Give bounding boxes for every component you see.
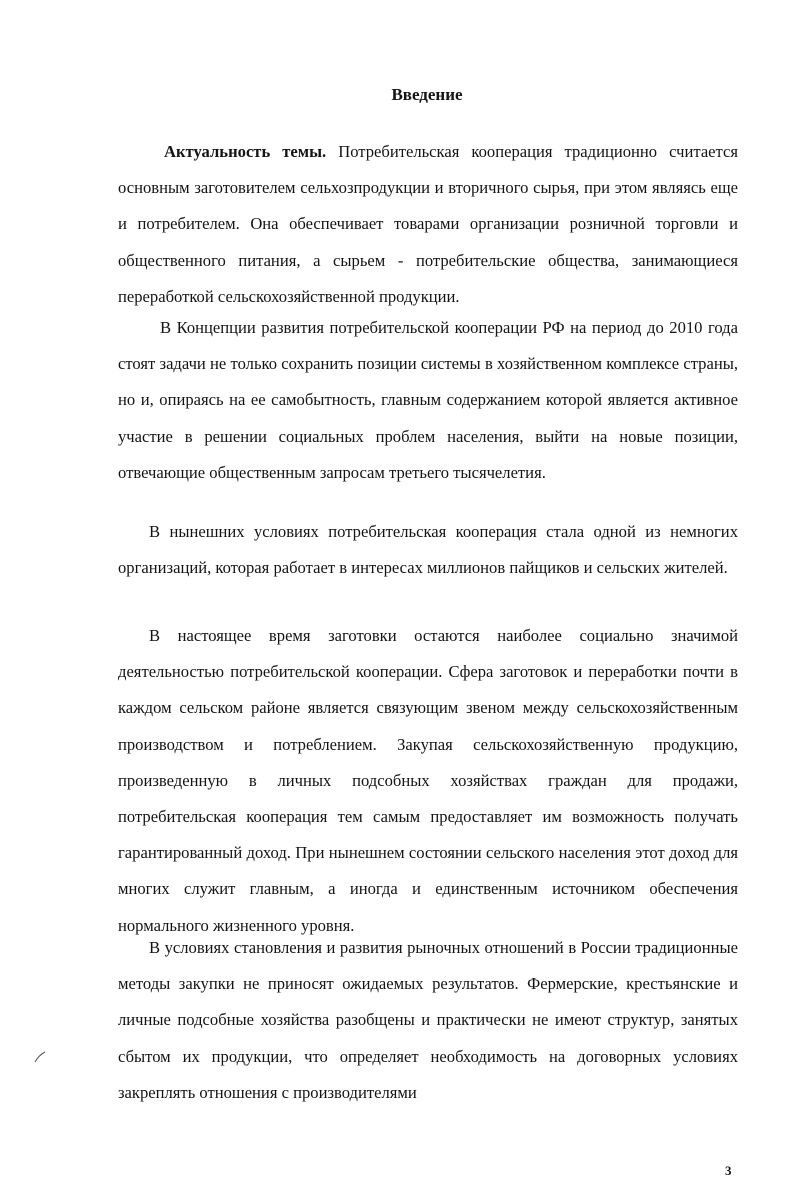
paragraph-relevance (118, 134, 738, 315)
paragraph-lead: Актуальность темы. (164, 142, 327, 161)
scan-speck-mark (33, 1050, 47, 1064)
paragraph-market: В условиях становления и развития рыночных отношений в России традиционные методы закупки не приносят ожидаемых результатов. Фермерские, крестьянские и личные подсобные хозяйства разобщены и практически не имеют структур, занятых сбытом их продукции, что определяет необходимость на договорных условиях закреплять отношения с производителями (118, 938, 738, 1102)
paragraph-conditions: В нынешних условиях потребительская кооперация стала одной из немногих организаций, которая работает в интересах миллионов пайщиков и сельских жителей. (118, 522, 738, 578)
page-number: 3 (725, 1163, 732, 1178)
paragraph-procurement: В настоящее время заготовки остаются наиболее социально значимой деятельностью потребительской кооперации. Сфера заготовок и переработки почти в каждом сельском районе является связующим звеном между сельскохозяйственным производством и потреблением. Закупая сельскохозяйственную продукцию, произведенную в личных подсобных хозяйствах граждан для продажи, потребительская кооперация тем самым предоставляет им возможность получать гарантированный доход. При нынешнем состоянии сельского населения этот доход для многих служит главным, а иногда и единственным источником обеспечения нормального жизненного уровня. (118, 626, 738, 935)
page-title: Введение (391, 85, 463, 104)
paragraph-concept: В Концепции развития потребительской кооперации РФ на период до 2010 года стоят задачи не только сохранить позиции системы в хозяйственном комплексе страны, но и, опираясь на ее самобытность, главным содержанием которой является активное участие в решении социальных проблем населения, выйти на новые позиции, отвечающие общественным запросам третьего тысячелетия. (118, 318, 738, 482)
paragraph-text: Потребительская кооперация традиционно считается основным заготовителем сельхозпродукции и вторичного сырья, при этом являясь еще и потребителем. Она обеспечивает товарами организации розничной торговли и общественного питания, а сырьем - потребительские общества, занимающиеся переработкой сельскохозяйственной продукции. (118, 142, 738, 306)
